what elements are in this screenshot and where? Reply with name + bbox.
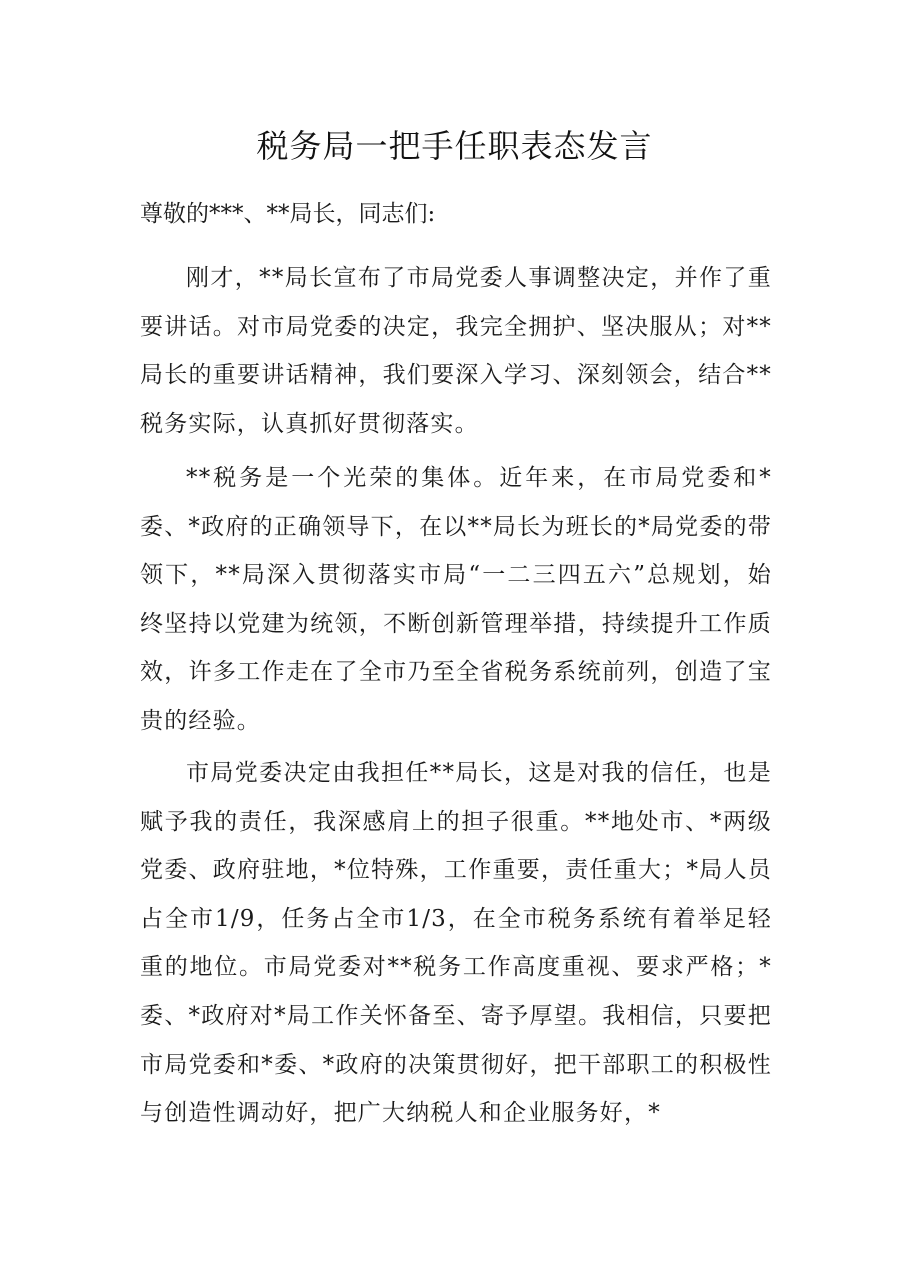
paragraph-3: 市局党委决定由我担任**局长，这是对我的信任，也是赋予我的责任，我深感肩上的担子很重。**地处市、*两级党委、政府驻地，*位特殊，工作重要，责任重大；*局人员占全市1/9，任务占全市1/3，在全市税务系统有着举足轻重的地位。市局党委对**税务工作高度重视、要求严格；*委、*政府对*局工作关怀备至、寄予厚望。我相信，只要把市局党委和*委、*政府的决策贯彻好，把干部职工的积极性与创造性调动好，把广大纳税人和企业服务好，*	[140, 760, 772, 1127]
paragraph-1: 刚才，**局长宣布了市局党委人事调整决定，并作了重要讲话。对市局党委的决定，我完全拥护、坚决服从；对**局长的重要讲话精神，我们要深入学习、深刻领会，结合**税务实际，认真抓好贯彻落实。	[140, 265, 772, 437]
paragraph-2: **税务是一个光荣的集体。近年来，在市局党委和*委、*政府的正确领导下，在以**局长为班长的*局党委的带领下，**局深入贯彻落实市局“一二三四五六”总规划，始终坚持以党建为统领，不断创新管理举措，持续提升工作质效，许多工作走在了全市乃至全省税务系统前列，创造了宝贵的经验。	[140, 465, 772, 734]
document-title: 税务局一把手任职表态发言	[256, 127, 653, 165]
salutation: 尊敬的***、**局长，同志们:	[140, 201, 436, 227]
